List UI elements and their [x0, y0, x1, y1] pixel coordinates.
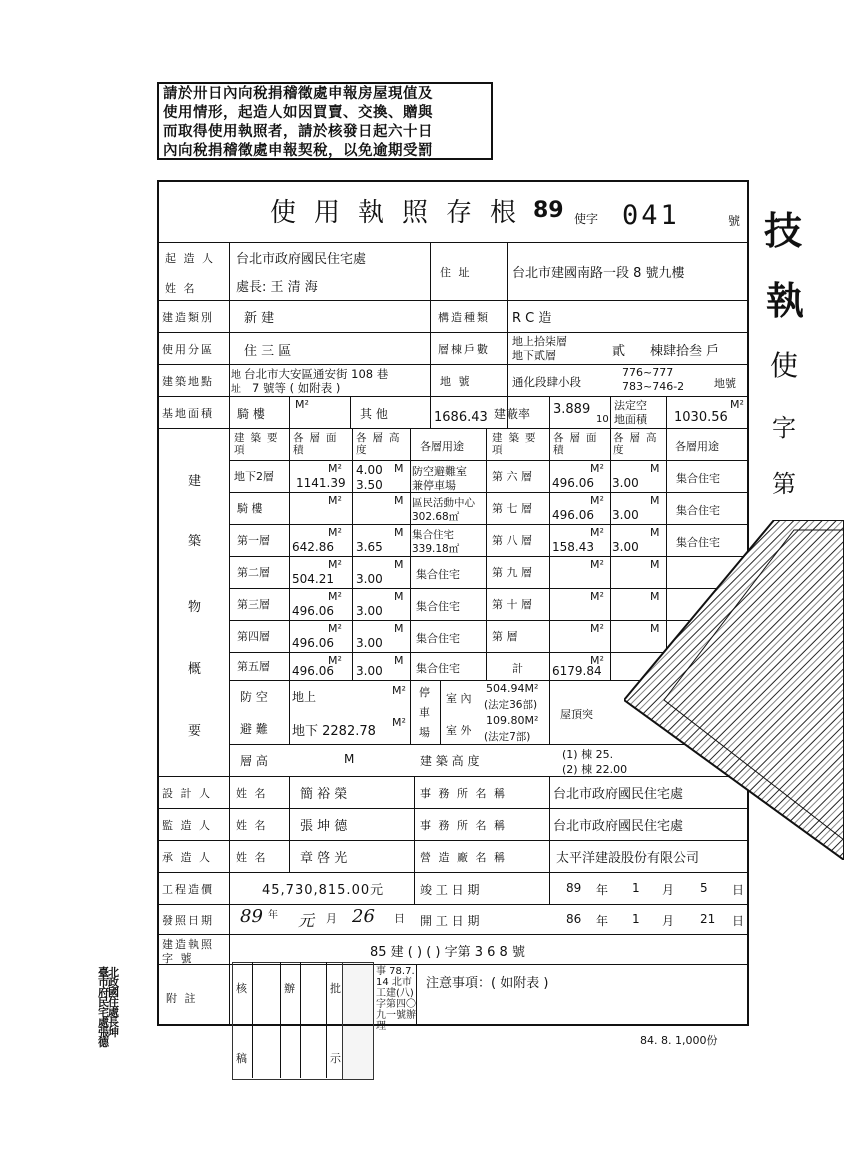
building-side-label: 築 [188, 534, 202, 549]
floors-label: 層棟戶數 [438, 343, 490, 356]
zone-label: 使用分區 [162, 343, 214, 356]
row-line [157, 242, 749, 243]
notice-line: 內向稅捐稽徵處申報契稅，以免逾期受罰 [163, 143, 433, 159]
owner-head: 處長: 王 清 海 [236, 280, 318, 295]
floor-use: 集合住宅 [676, 504, 720, 517]
coverage-divisor: 10 [596, 414, 609, 425]
floor-item: 第 層 [492, 630, 518, 643]
row-line [229, 460, 749, 461]
start-y: 年 [596, 914, 609, 928]
lot-label: 地 號 [440, 375, 472, 388]
floor-item: 第二層 [237, 566, 270, 579]
lot-suffix: 地號 [714, 377, 736, 390]
row-line [157, 364, 749, 365]
height-unit: M [650, 526, 660, 539]
floor-total-area: 6179.84 [552, 664, 602, 678]
floor-area: 496.06 [292, 664, 334, 678]
site-line-2: 7 號等 ( 如附表 ) [252, 381, 341, 395]
title-hao: 號 [728, 214, 741, 228]
contractor-office-label: 營 造 廠 名 稱 [420, 851, 507, 864]
address-label: 住 址 [440, 266, 472, 279]
header-area: 各層面積 [293, 432, 343, 456]
done-year: 89 [566, 881, 582, 895]
area-unit: M² [328, 654, 342, 667]
height-unit: M [394, 494, 404, 507]
floor-use: 區民活動中心 [412, 497, 475, 509]
parking-indoor-note: (法定36部) [484, 699, 538, 711]
height-unit: M [650, 494, 660, 507]
side-char: 字 [772, 414, 796, 442]
issue-y: 年 [268, 910, 278, 921]
row-line [157, 872, 749, 873]
shelter-unit-2: M² [392, 716, 406, 729]
designer-office: 台北市政府國民住宅處 [553, 787, 684, 802]
floor-item: 第四層 [237, 630, 270, 643]
floor-area: 496.06 [552, 508, 594, 522]
floor-item: 第 七 層 [492, 502, 532, 515]
arcade-label: 騎 樓 [237, 407, 265, 421]
done-y: 年 [596, 883, 609, 897]
area-label: 基地面積 [162, 407, 214, 420]
site-label: 建築地點 [162, 375, 214, 388]
height-unit: M [394, 654, 404, 667]
legal-open-unit: M² [730, 398, 744, 411]
notice-box [157, 82, 493, 160]
floor-item: 第三層 [237, 598, 270, 611]
start-month: 1 [632, 912, 640, 926]
row-line [157, 396, 749, 397]
floor-height-unit: M [344, 752, 355, 766]
area-unit: M² [590, 494, 604, 507]
shelter-label-2: 避 難 [240, 722, 268, 736]
done-label: 竣 工 日 期 [420, 883, 480, 897]
floor-area: 158.43 [552, 540, 594, 554]
supervisor-name-label: 姓 名 [236, 819, 268, 832]
floor-item: 第 九 層 [492, 566, 532, 579]
area-unit: M² [328, 462, 342, 475]
owner-label: 起 造 人 [165, 252, 215, 265]
parking-outdoor-value: 109.80M² [486, 714, 539, 727]
area-unit: M² [328, 622, 342, 635]
coverage-label: 建蔽率 [494, 407, 531, 421]
notice-line: 使用情形，起造人如因買賣、交換、贈與 [163, 105, 433, 121]
area-unit: M² [328, 526, 342, 539]
lot-numbers-1: 776~777 [622, 366, 674, 379]
col-line [229, 242, 230, 1024]
col-line [507, 242, 508, 428]
col-line [440, 680, 441, 744]
contractor-name: 章 啓 光 [300, 851, 348, 866]
permit-label-2: 字 號 [162, 952, 194, 965]
side-char: 執 [766, 278, 805, 323]
contractor-label: 承 造 人 [162, 851, 212, 864]
issue-month: 元 [298, 911, 315, 930]
floor-height: 3.00 [356, 604, 383, 618]
issue-year: 89 [240, 906, 263, 927]
height-unit: M [394, 462, 404, 475]
floors-below: 地下貳層 [512, 349, 556, 362]
build-type-label: 建造類別 [162, 311, 214, 324]
floor-area: 496.06 [292, 604, 334, 618]
floor-item: 第 八 層 [492, 534, 532, 547]
floor-area: 642.86 [292, 540, 334, 554]
floor-use: 集合住宅 [676, 472, 720, 485]
notice-line: 而取得使用執照者，請於核發日起六十日 [163, 124, 433, 140]
stamp-col: 稿 [236, 1052, 247, 1065]
floor-height: 3.00 [356, 664, 383, 678]
stamp-col: 核 [236, 982, 247, 995]
floor-height: 3.00 [356, 572, 383, 586]
page-title: 使用執照存根 [270, 198, 535, 228]
floor-height: 3.00 [356, 636, 383, 650]
site-prefix-1: 地 [231, 370, 241, 381]
area-unit: M² [590, 558, 604, 571]
building-height-2: (2) 棟 22.00 [562, 763, 628, 776]
lot-section: 通化段肆小段 [512, 375, 581, 389]
col-line [610, 396, 611, 680]
site-prefix-2: 址 [231, 384, 241, 395]
header-item-right: 建築要項 [492, 432, 542, 456]
floor-area: 496.06 [552, 476, 594, 490]
supervisor-office-label: 事 務 所 名 稱 [420, 819, 507, 832]
left-seal: 臺北市政府國民住宅處處長張坤德 [98, 966, 118, 1049]
parking-outdoor-label: 室 外 [446, 724, 472, 737]
stamp-col-line [252, 962, 253, 1078]
col-line [549, 396, 550, 744]
stamp-col: 批 [330, 982, 341, 995]
col-line [549, 776, 550, 904]
area-unit: M² [590, 622, 604, 635]
floor-height: 3.65 [356, 540, 383, 554]
contractor-name-label: 姓 名 [236, 851, 268, 864]
notice-line: 請於卅日內向稅捐稽徵處申報房屋現值及 [163, 86, 433, 102]
col-line [289, 776, 290, 872]
area-unit: M² [590, 526, 604, 539]
row-line [157, 428, 749, 429]
header-area-right: 各層面積 [553, 432, 603, 456]
side-char: 技 [764, 208, 803, 253]
parking-label: 車 [419, 706, 430, 719]
issue-day: 26 [352, 906, 375, 927]
area-unit: M² [590, 654, 604, 667]
designer-name: 簡 裕 榮 [300, 787, 348, 802]
height-unit: M [394, 622, 404, 635]
floor-height-label: 層 高 [240, 754, 268, 768]
side-char: 使 [770, 349, 799, 382]
header-use-right: 各層用途 [675, 440, 719, 453]
issue-label: 發照日期 [162, 914, 214, 927]
height-unit: M [394, 558, 404, 571]
floor-use: 集合住宅 [416, 632, 460, 645]
address-value: 台北市建國南路一段 8 號九樓 [512, 266, 685, 281]
floor-area: 1141.39 [296, 476, 346, 490]
area-unit: M² [590, 462, 604, 475]
permit-label: 建造執照 [162, 938, 214, 951]
floor-use-2: 302.68㎡ [412, 511, 460, 523]
height-unit: M [650, 622, 660, 635]
done-day: 5 [700, 881, 708, 895]
start-m: 月 [662, 914, 675, 928]
col-line [486, 428, 487, 680]
title-number: 041 [622, 200, 680, 231]
stamp-col-line [280, 962, 281, 1078]
floor-area: 504.21 [292, 572, 334, 586]
issue-m: 月 [326, 912, 337, 925]
title-year: 89 [533, 198, 564, 223]
floor-use-2: 339.18㎡ [412, 543, 460, 555]
designer-label: 設 計 人 [162, 787, 212, 800]
header-height-right: 各層高度 [613, 432, 663, 456]
floor-height: 4.00 [356, 463, 383, 477]
building-height-label: 建 築 高 度 [420, 754, 480, 768]
start-label: 開 工 日 期 [420, 914, 480, 928]
shelter-unit: M² [392, 684, 406, 697]
floor-item: 地下2層 [234, 470, 274, 483]
remarks-vertical-note: 事 78.7.14 北市工建(八)字第四〇九一號辦理 [376, 966, 416, 1032]
area-unit: M² [328, 558, 342, 571]
parking-outdoor-note: (法定7部) [484, 731, 531, 743]
height-unit: M [650, 558, 660, 571]
floor-use: 集合住宅 [416, 662, 460, 675]
shelter-label-1: 防 空 [240, 690, 268, 704]
height-unit: M [394, 526, 404, 539]
cost-value: 45,730,815.00元 [262, 883, 385, 898]
height-unit: M [394, 590, 404, 603]
building-side-label: 要 [188, 724, 202, 739]
stamp-col: 示 [330, 1052, 341, 1065]
structure-label: 構造種類 [438, 311, 490, 324]
stamp-col-line [300, 962, 301, 1078]
area-unit: M² [328, 590, 342, 603]
parking-indoor-value: 504.94M² [486, 682, 539, 695]
header-use: 各層用途 [420, 440, 464, 453]
parking-label: 場 [419, 726, 430, 739]
legal-open-label: 法定空 [614, 399, 647, 412]
col-line [414, 776, 415, 904]
floor-item: 第 六 層 [492, 470, 532, 483]
coverage-value: 3.889 [553, 402, 591, 417]
floors-dong: 貳 [612, 344, 626, 359]
supervisor-office: 台北市政府國民住宅處 [553, 819, 684, 834]
floor-use: 集合住宅 [416, 568, 460, 581]
floor-area: 496.06 [292, 636, 334, 650]
other-value: 1686.43 [434, 410, 488, 425]
build-type-value: 新 建 [244, 311, 275, 326]
legal-open-label-2: 地面積 [614, 413, 647, 426]
done-month: 1 [632, 881, 640, 895]
designer-office-label: 事 務 所 名 稱 [420, 787, 507, 800]
floor-total-label: 計 [512, 662, 523, 675]
floor-use: 集合住宅 [412, 529, 454, 541]
done-m: 月 [662, 883, 675, 897]
form-code: 84. 8. 1,000份 [640, 1034, 718, 1047]
owner-name-label: 姓 名 [165, 282, 197, 295]
floor-height: 3.00 [612, 476, 639, 490]
title-self: 使字 [574, 212, 599, 226]
floor-use: 防空避難室 [412, 465, 467, 478]
row-line [157, 300, 749, 301]
header-item: 建築要項 [234, 432, 284, 456]
floor-height-2: 3.50 [356, 478, 383, 492]
legal-open-value: 1030.56 [674, 410, 728, 425]
building-side-label: 物 [188, 600, 202, 615]
cost-label: 工程造價 [162, 883, 214, 896]
row-line [157, 904, 749, 905]
start-year: 86 [566, 912, 582, 926]
area-unit: M² [590, 590, 604, 603]
parking-indoor-label: 室 內 [446, 692, 472, 705]
floors-hu: 棟肆拾叁 戶 [650, 344, 720, 359]
floor-height: 3.00 [612, 508, 639, 522]
other-label: 其 他 [360, 407, 388, 421]
designer-name-label: 姓 名 [236, 787, 268, 800]
owner-value: 台北市政府國民住宅處 [236, 252, 367, 267]
floor-use: 集合住宅 [416, 600, 460, 613]
shelter-below: 地下 2282.78 [292, 724, 376, 739]
remarks-note: 注意事項：( 如附表 ) [426, 976, 549, 991]
col-line [416, 964, 417, 1024]
col-line [352, 428, 353, 680]
stamp-col: 辦 [284, 982, 295, 995]
col-line [430, 242, 431, 428]
floor-height: 3.00 [612, 540, 639, 554]
building-height-1: (1) 棟 25. [562, 748, 614, 761]
col-line [410, 680, 411, 744]
col-line [410, 428, 411, 680]
zone-value: 住 三 區 [244, 344, 292, 359]
arcade-unit: M² [295, 398, 309, 411]
floor-item: 第 十 層 [492, 598, 532, 611]
building-side-label: 建 [188, 474, 202, 489]
floor-item: 騎 樓 [237, 502, 263, 515]
stamp-col-line [326, 962, 327, 1078]
row-line [157, 332, 749, 333]
floor-item: 第五層 [237, 660, 270, 673]
done-d: 日 [732, 883, 745, 897]
side-char: 第 [772, 470, 796, 498]
supervisor-name: 張 坤 德 [300, 819, 348, 834]
col-line [350, 396, 351, 428]
floors-above: 地上拾柒層 [512, 335, 567, 348]
signature-stamp [342, 962, 374, 1080]
parking-label: 停 [419, 686, 430, 699]
remarks-label: 附 註 [166, 992, 198, 1005]
start-d: 日 [732, 914, 745, 928]
structure-value: R C 造 [512, 311, 552, 326]
supervisor-label: 監 造 人 [162, 819, 212, 832]
overlapping-certificate [624, 520, 844, 860]
start-day: 21 [700, 912, 716, 926]
issue-d: 日 [394, 912, 405, 925]
header-height: 各層高度 [356, 432, 406, 456]
row-line [157, 934, 749, 935]
col-line [289, 396, 290, 744]
contractor-office: 太平洋建設股份有限公司 [556, 851, 700, 866]
floor-item: 第一層 [237, 534, 270, 547]
site-line-1: 台北市大安區通安街 108 巷 [244, 367, 389, 381]
area-unit: M² [328, 494, 342, 507]
row-line [229, 492, 749, 493]
shelter-above: 地上 [292, 690, 317, 704]
floor-use: 集合住宅 [676, 536, 720, 549]
height-unit: M [650, 462, 660, 475]
permit-number: 85 建 ( ) ( ) 字第 3 6 8 號 [370, 945, 525, 960]
lot-numbers-2: 783~746-2 [622, 380, 685, 393]
building-side-label: 概 [188, 662, 202, 677]
floor-use-2: 兼停車場 [412, 479, 456, 492]
roof-label: 屋頂突 [560, 708, 593, 721]
height-unit: M [650, 590, 660, 603]
